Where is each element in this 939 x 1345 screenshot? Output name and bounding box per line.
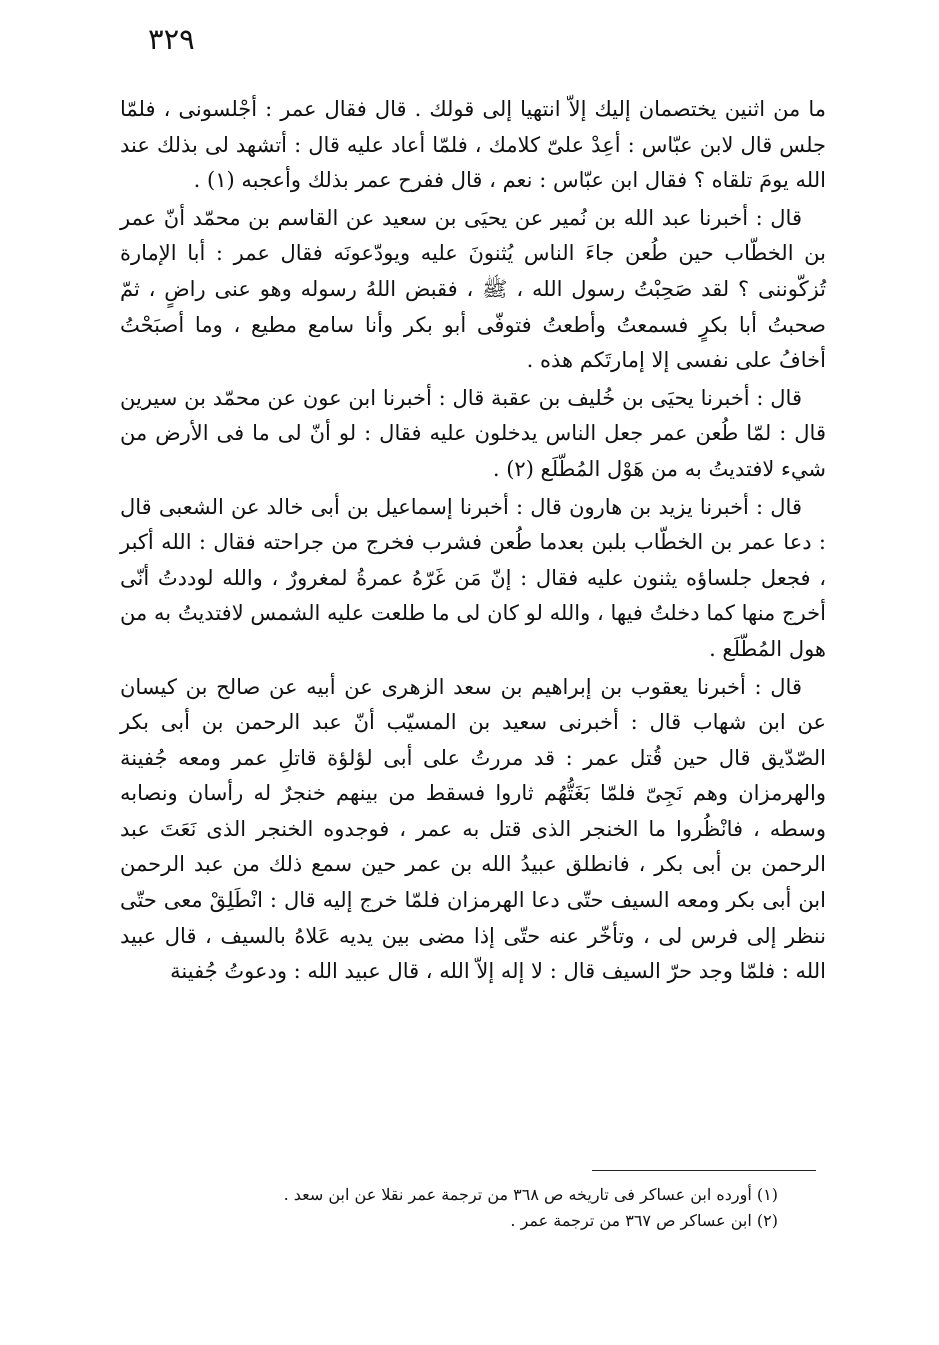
footnote: (٢) ابن عساكر ص ٣٦٧ من ترجمة عمر . (510, 1211, 778, 1230)
footnotes (120, 1182, 826, 1234)
footnote-divider (592, 1170, 816, 1171)
footnote: (١) أورده ابن عساكر فى تاريخه ص ٣٦٨ من ترجمة عمر نقلا عن ابن سعد . (283, 1185, 778, 1204)
paragraph: قال : أخبرنا يعقوب بن إبراهيم بن سعد الزهرى عن أبيه عن صالح بن كيسان عن ابن شهاب قال : أخبرنى سعيد بن المسيّب أنّ عبد الرحمن بن أبى بكر الصّدّيق قال حين قُتل عمر : قد مررتُ على أبى لؤلؤة قاتلِ عمر ومعه جُفينة والهرمزان وهم نَجِىّ فلمّا بَغَتُّهُم ثاروا فسقط من بينهم خنجرٌ له رأسان ونصابه وسطه ، فانْظُروا ما الخنجر الذى قتل به عمر ، فوجدوه الخنجر الذى نَعَتَ عبد الرحمن بن أبى بكر ، فانطلق عبيدُ الله بن عمر حين سمع ذلك من عبد الرحمن ابن أبى بكر ومعه السيف حتّى دعا الهرمزان فلمّا خرج إليه قال : انْطَلِقْ معى حتّى ننظر إلى فرس لى ، وتأخّر عنه حتّى إذا مضى بين يديه عَلاهُ بالسيف ، قال عبيد الله : فلمّا وجد حرّ السيف قال : لا إله إلاّ الله ، قال عبيد الله : ودعوتُ جُفينة (120, 674, 826, 984)
paragraph: قال : أخبرنا عبد الله بن نُمير عن يحيَى بن سعيد عن القاسم بن محمّد أنّ عمر بن الخطّاب حين طُعن جاءَ الناس يُثنونَ عليه ويودّعونَه فقال عمر : أبا الإمارة تُزكّوننى ؟ لقد صَحِبْتُ رسول الله ، ﷺ ، فقبض اللهُ رسوله وهو عنى راضٍ ، ثمّ صحبتُ أبا بكرٍ فسمعتُ وأطعتُ فتوفّى أبو بكر وأنا سامع مطيع ، وما أصبَحْتُ أخافُ على نفسى إلا إمارتَكم هذه . (120, 205, 826, 373)
paragraph: قال : أخبرنا يحيَى بن خُليف بن عقبة قال : أخبرنا ابن عون عن محمّد بن سيرين قال : لمّا طُعن عمر جعل الناس يدخلون عليه فقال : لو أنّ لى ما فى الأرض من شيء لافتديتُ به من هَوْل المُطّلَع (٢) . (120, 385, 826, 481)
paragraph: قال : أخبرنا يزيد بن هارون قال : أخبرنا إسماعيل بن أبى خالد عن الشعبى قال : دعا عمر بن الخطّاب بلبن بعدما طُعن فشرب فخرج من جراحته فقال : الله أكبر ، فجعل جلساؤه يثنون عليه فقال : إنّ مَن غَرّهُ عمرةُ لمغرورٌ ، والله لوددتُ أنّى أخرج منها كما دخلتُ فيها ، والله لو كان لى ما طلعت عليه الشمس لافتديتُ به من هول المُطّلَع . (120, 494, 826, 661)
main-text (120, 92, 826, 990)
paragraph: ما من اثنين يختصمان إليك إلاّ انتهيا إلى قولك . قال فقال عمر : أجْلسونى ، فلمّا جلس قال لابن عبّاس : أعِدْ علىّ كلامك ، فلمّا أعاد عليه قال : أتشهد لى بذلك عند الله يومَ تلقاه ؟ فقال ابن عبّاس : نعم ، قال ففرح عمر بذلك وأعجبه (١) . (120, 97, 826, 193)
page-number: ٣٢٩ (148, 22, 195, 56)
